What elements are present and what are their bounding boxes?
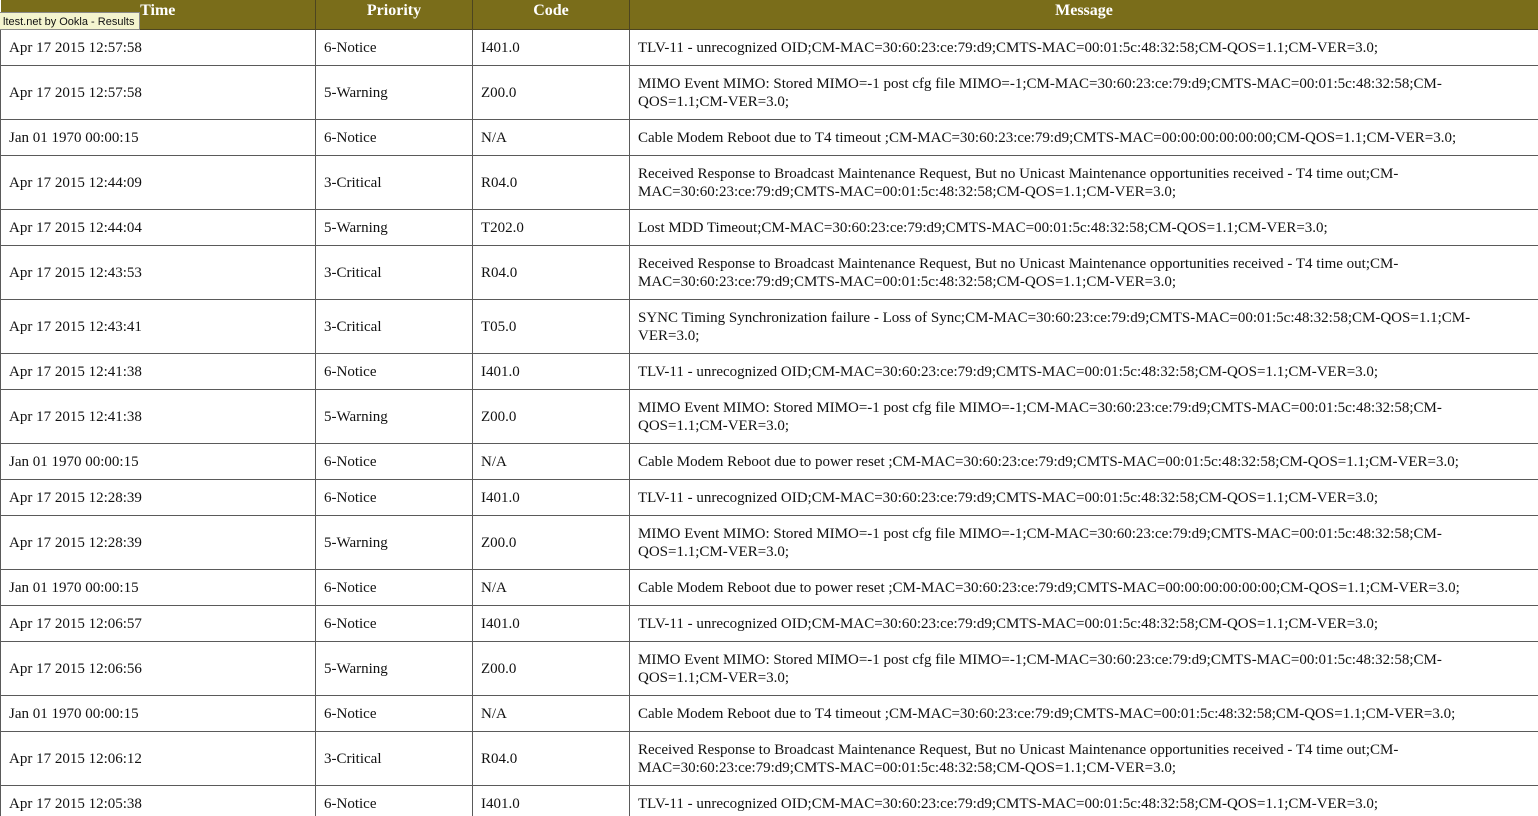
- cell-code: I401.0: [473, 786, 630, 816]
- cell-priority: 3-Critical: [316, 156, 473, 210]
- table-row: [1, 390, 1538, 444]
- cell-priority: 3-Critical: [316, 732, 473, 786]
- table-row: [1, 642, 1538, 696]
- cell-priority: 3-Critical: [316, 300, 473, 354]
- cell-code: Z00.0: [473, 390, 630, 444]
- cell-code: N/A: [473, 570, 630, 606]
- column-header-time: Time: [1, 0, 316, 30]
- cell-priority: 6-Notice: [316, 606, 473, 642]
- cell-time: Apr 17 2015 12:41:38: [1, 390, 316, 444]
- cell-time: Apr 17 2015 12:43:53: [1, 246, 316, 300]
- cell-message: Lost MDD Timeout;CM-MAC=30:60:23:ce:79:d9;CMTS-MAC=00:01:5c:48:32:58;CM-QOS=1.1;CM-VER=3.0;: [630, 210, 1538, 246]
- cell-priority: 5-Warning: [316, 66, 473, 120]
- cell-code: N/A: [473, 120, 630, 156]
- cell-priority: 5-Warning: [316, 642, 473, 696]
- cell-priority: 6-Notice: [316, 696, 473, 732]
- table-row: [1, 66, 1538, 120]
- cell-priority: 6-Notice: [316, 570, 473, 606]
- cell-message: Received Response to Broadcast Maintenance Request, But no Unicast Maintenance opportunities received - T4 time out;CM-MAC=30:60:23:ce:79:d9;CMTS-MAC=00:01:5c:48:32:58;CM-QOS=1.1;CM-VER=3.0;: [630, 732, 1538, 786]
- table-row: [1, 732, 1538, 786]
- cell-code: I401.0: [473, 480, 630, 516]
- table-row: [1, 246, 1538, 300]
- cell-time: Apr 17 2015 12:05:38: [1, 786, 316, 816]
- tab-title-tooltip: ltest.net by Ookla - Results: [0, 12, 140, 30]
- cell-time: Apr 17 2015 12:44:04: [1, 210, 316, 246]
- cell-code: I401.0: [473, 30, 630, 66]
- cell-code: Z00.0: [473, 642, 630, 696]
- column-header-code: Code: [473, 0, 630, 30]
- cell-message: MIMO Event MIMO: Stored MIMO=-1 post cfg file MIMO=-1;CM-MAC=30:60:23:ce:79:d9;CMTS-MAC=00:01:5c:48:32:58;CM-QOS=1.1;CM-VER=3.0;: [630, 516, 1538, 570]
- event-log-header: [1, 0, 1538, 30]
- cell-time: Apr 17 2015 12:41:38: [1, 354, 316, 390]
- cell-priority: 5-Warning: [316, 516, 473, 570]
- cell-message: Cable Modem Reboot due to T4 timeout ;CM-MAC=30:60:23:ce:79:d9;CMTS-MAC=00:01:5c:48:32:58;CM-QOS=1.1;CM-VER=3.0;: [630, 696, 1538, 732]
- cell-message: Received Response to Broadcast Maintenance Request, But no Unicast Maintenance opportunities received - T4 time out;CM-MAC=30:60:23:ce:79:d9;CMTS-MAC=00:01:5c:48:32:58;CM-QOS=1.1;CM-VER=3.0;: [630, 156, 1538, 210]
- cell-code: R04.0: [473, 246, 630, 300]
- cell-priority: 6-Notice: [316, 444, 473, 480]
- cell-time: Apr 17 2015 12:06:56: [1, 642, 316, 696]
- cell-code: R04.0: [473, 732, 630, 786]
- cell-code: T202.0: [473, 210, 630, 246]
- cell-priority: 6-Notice: [316, 786, 473, 816]
- cell-time: Apr 17 2015 12:57:58: [1, 30, 316, 66]
- cell-priority: 3-Critical: [316, 246, 473, 300]
- cell-code: I401.0: [473, 354, 630, 390]
- cell-priority: 5-Warning: [316, 210, 473, 246]
- cell-message: TLV-11 - unrecognized OID;CM-MAC=30:60:23:ce:79:d9;CMTS-MAC=00:01:5c:48:32:58;CM-QOS=1.1;CM-VER=3.0;: [630, 786, 1538, 816]
- table-row: [1, 210, 1538, 246]
- cell-time: Apr 17 2015 12:06:12: [1, 732, 316, 786]
- cell-code: R04.0: [473, 156, 630, 210]
- column-header-priority: Priority: [316, 0, 473, 30]
- table-row: [1, 120, 1538, 156]
- table-row: [1, 696, 1538, 732]
- cell-time: Apr 17 2015 12:57:58: [1, 66, 316, 120]
- cell-priority: 6-Notice: [316, 480, 473, 516]
- cell-priority: 6-Notice: [316, 354, 473, 390]
- cell-code: T05.0: [473, 300, 630, 354]
- cell-code: I401.0: [473, 606, 630, 642]
- cell-time: Apr 17 2015 12:28:39: [1, 516, 316, 570]
- cell-priority: 6-Notice: [316, 30, 473, 66]
- cell-time: Apr 17 2015 12:44:09: [1, 156, 316, 210]
- cell-time: Jan 01 1970 00:00:15: [1, 696, 316, 732]
- table-row: [1, 516, 1538, 570]
- cell-time: Apr 17 2015 12:28:39: [1, 480, 316, 516]
- table-row: [1, 354, 1538, 390]
- header-row: [1, 0, 1538, 30]
- cell-priority: 6-Notice: [316, 120, 473, 156]
- table-row: [1, 30, 1538, 66]
- table-row: [1, 606, 1538, 642]
- cell-time: Jan 01 1970 00:00:15: [1, 120, 316, 156]
- cell-code: N/A: [473, 444, 630, 480]
- cell-message: Received Response to Broadcast Maintenance Request, But no Unicast Maintenance opportunities received - T4 time out;CM-MAC=30:60:23:ce:79:d9;CMTS-MAC=00:01:5c:48:32:58;CM-QOS=1.1;CM-VER=3.0;: [630, 246, 1538, 300]
- cell-message: MIMO Event MIMO: Stored MIMO=-1 post cfg file MIMO=-1;CM-MAC=30:60:23:ce:79:d9;CMTS-MAC=00:01:5c:48:32:58;CM-QOS=1.1;CM-VER=3.0;: [630, 390, 1538, 444]
- table-row: [1, 444, 1538, 480]
- cell-time: Apr 17 2015 12:43:41: [1, 300, 316, 354]
- cell-message: TLV-11 - unrecognized OID;CM-MAC=30:60:23:ce:79:d9;CMTS-MAC=00:01:5c:48:32:58;CM-QOS=1.1;CM-VER=3.0;: [630, 30, 1538, 66]
- cell-message: Cable Modem Reboot due to power reset ;CM-MAC=30:60:23:ce:79:d9;CMTS-MAC=00:00:00:00:00:00;CM-QOS=1.1;CM-VER=3.0;: [630, 570, 1538, 606]
- cell-message: MIMO Event MIMO: Stored MIMO=-1 post cfg file MIMO=-1;CM-MAC=30:60:23:ce:79:d9;CMTS-MAC=00:01:5c:48:32:58;CM-QOS=1.1;CM-VER=3.0;: [630, 66, 1538, 120]
- cell-priority: 5-Warning: [316, 390, 473, 444]
- cell-code: N/A: [473, 696, 630, 732]
- cell-message: TLV-11 - unrecognized OID;CM-MAC=30:60:23:ce:79:d9;CMTS-MAC=00:01:5c:48:32:58;CM-QOS=1.1;CM-VER=3.0;: [630, 606, 1538, 642]
- table-row: [1, 300, 1538, 354]
- table-row: [1, 570, 1538, 606]
- cell-message: Cable Modem Reboot due to power reset ;CM-MAC=30:60:23:ce:79:d9;CMTS-MAC=00:01:5c:48:32:58;CM-QOS=1.1;CM-VER=3.0;: [630, 444, 1538, 480]
- table-row: [1, 786, 1538, 816]
- cell-message: SYNC Timing Synchronization failure - Loss of Sync;CM-MAC=30:60:23:ce:79:d9;CMTS-MAC=00:01:5c:48:32:58;CM-QOS=1.1;CM-VER=3.0;: [630, 300, 1538, 354]
- cell-time: Apr 17 2015 12:06:57: [1, 606, 316, 642]
- cell-code: Z00.0: [473, 66, 630, 120]
- cell-message: MIMO Event MIMO: Stored MIMO=-1 post cfg file MIMO=-1;CM-MAC=30:60:23:ce:79:d9;CMTS-MAC=00:01:5c:48:32:58;CM-QOS=1.1;CM-VER=3.0;: [630, 642, 1538, 696]
- cell-message: Cable Modem Reboot due to T4 timeout ;CM-MAC=30:60:23:ce:79:d9;CMTS-MAC=00:00:00:00:00:00;CM-QOS=1.1;CM-VER=3.0;: [630, 120, 1538, 156]
- cell-code: Z00.0: [473, 516, 630, 570]
- event-log-body: [1, 30, 1538, 816]
- table-row: [1, 156, 1538, 210]
- table-row: [1, 480, 1538, 516]
- cell-message: TLV-11 - unrecognized OID;CM-MAC=30:60:23:ce:79:d9;CMTS-MAC=00:01:5c:48:32:58;CM-QOS=1.1;CM-VER=3.0;: [630, 354, 1538, 390]
- cell-message: TLV-11 - unrecognized OID;CM-MAC=30:60:23:ce:79:d9;CMTS-MAC=00:01:5c:48:32:58;CM-QOS=1.1;CM-VER=3.0;: [630, 480, 1538, 516]
- cell-time: Jan 01 1970 00:00:15: [1, 444, 316, 480]
- cell-time: Jan 01 1970 00:00:15: [1, 570, 316, 606]
- column-header-message: Message: [630, 0, 1538, 30]
